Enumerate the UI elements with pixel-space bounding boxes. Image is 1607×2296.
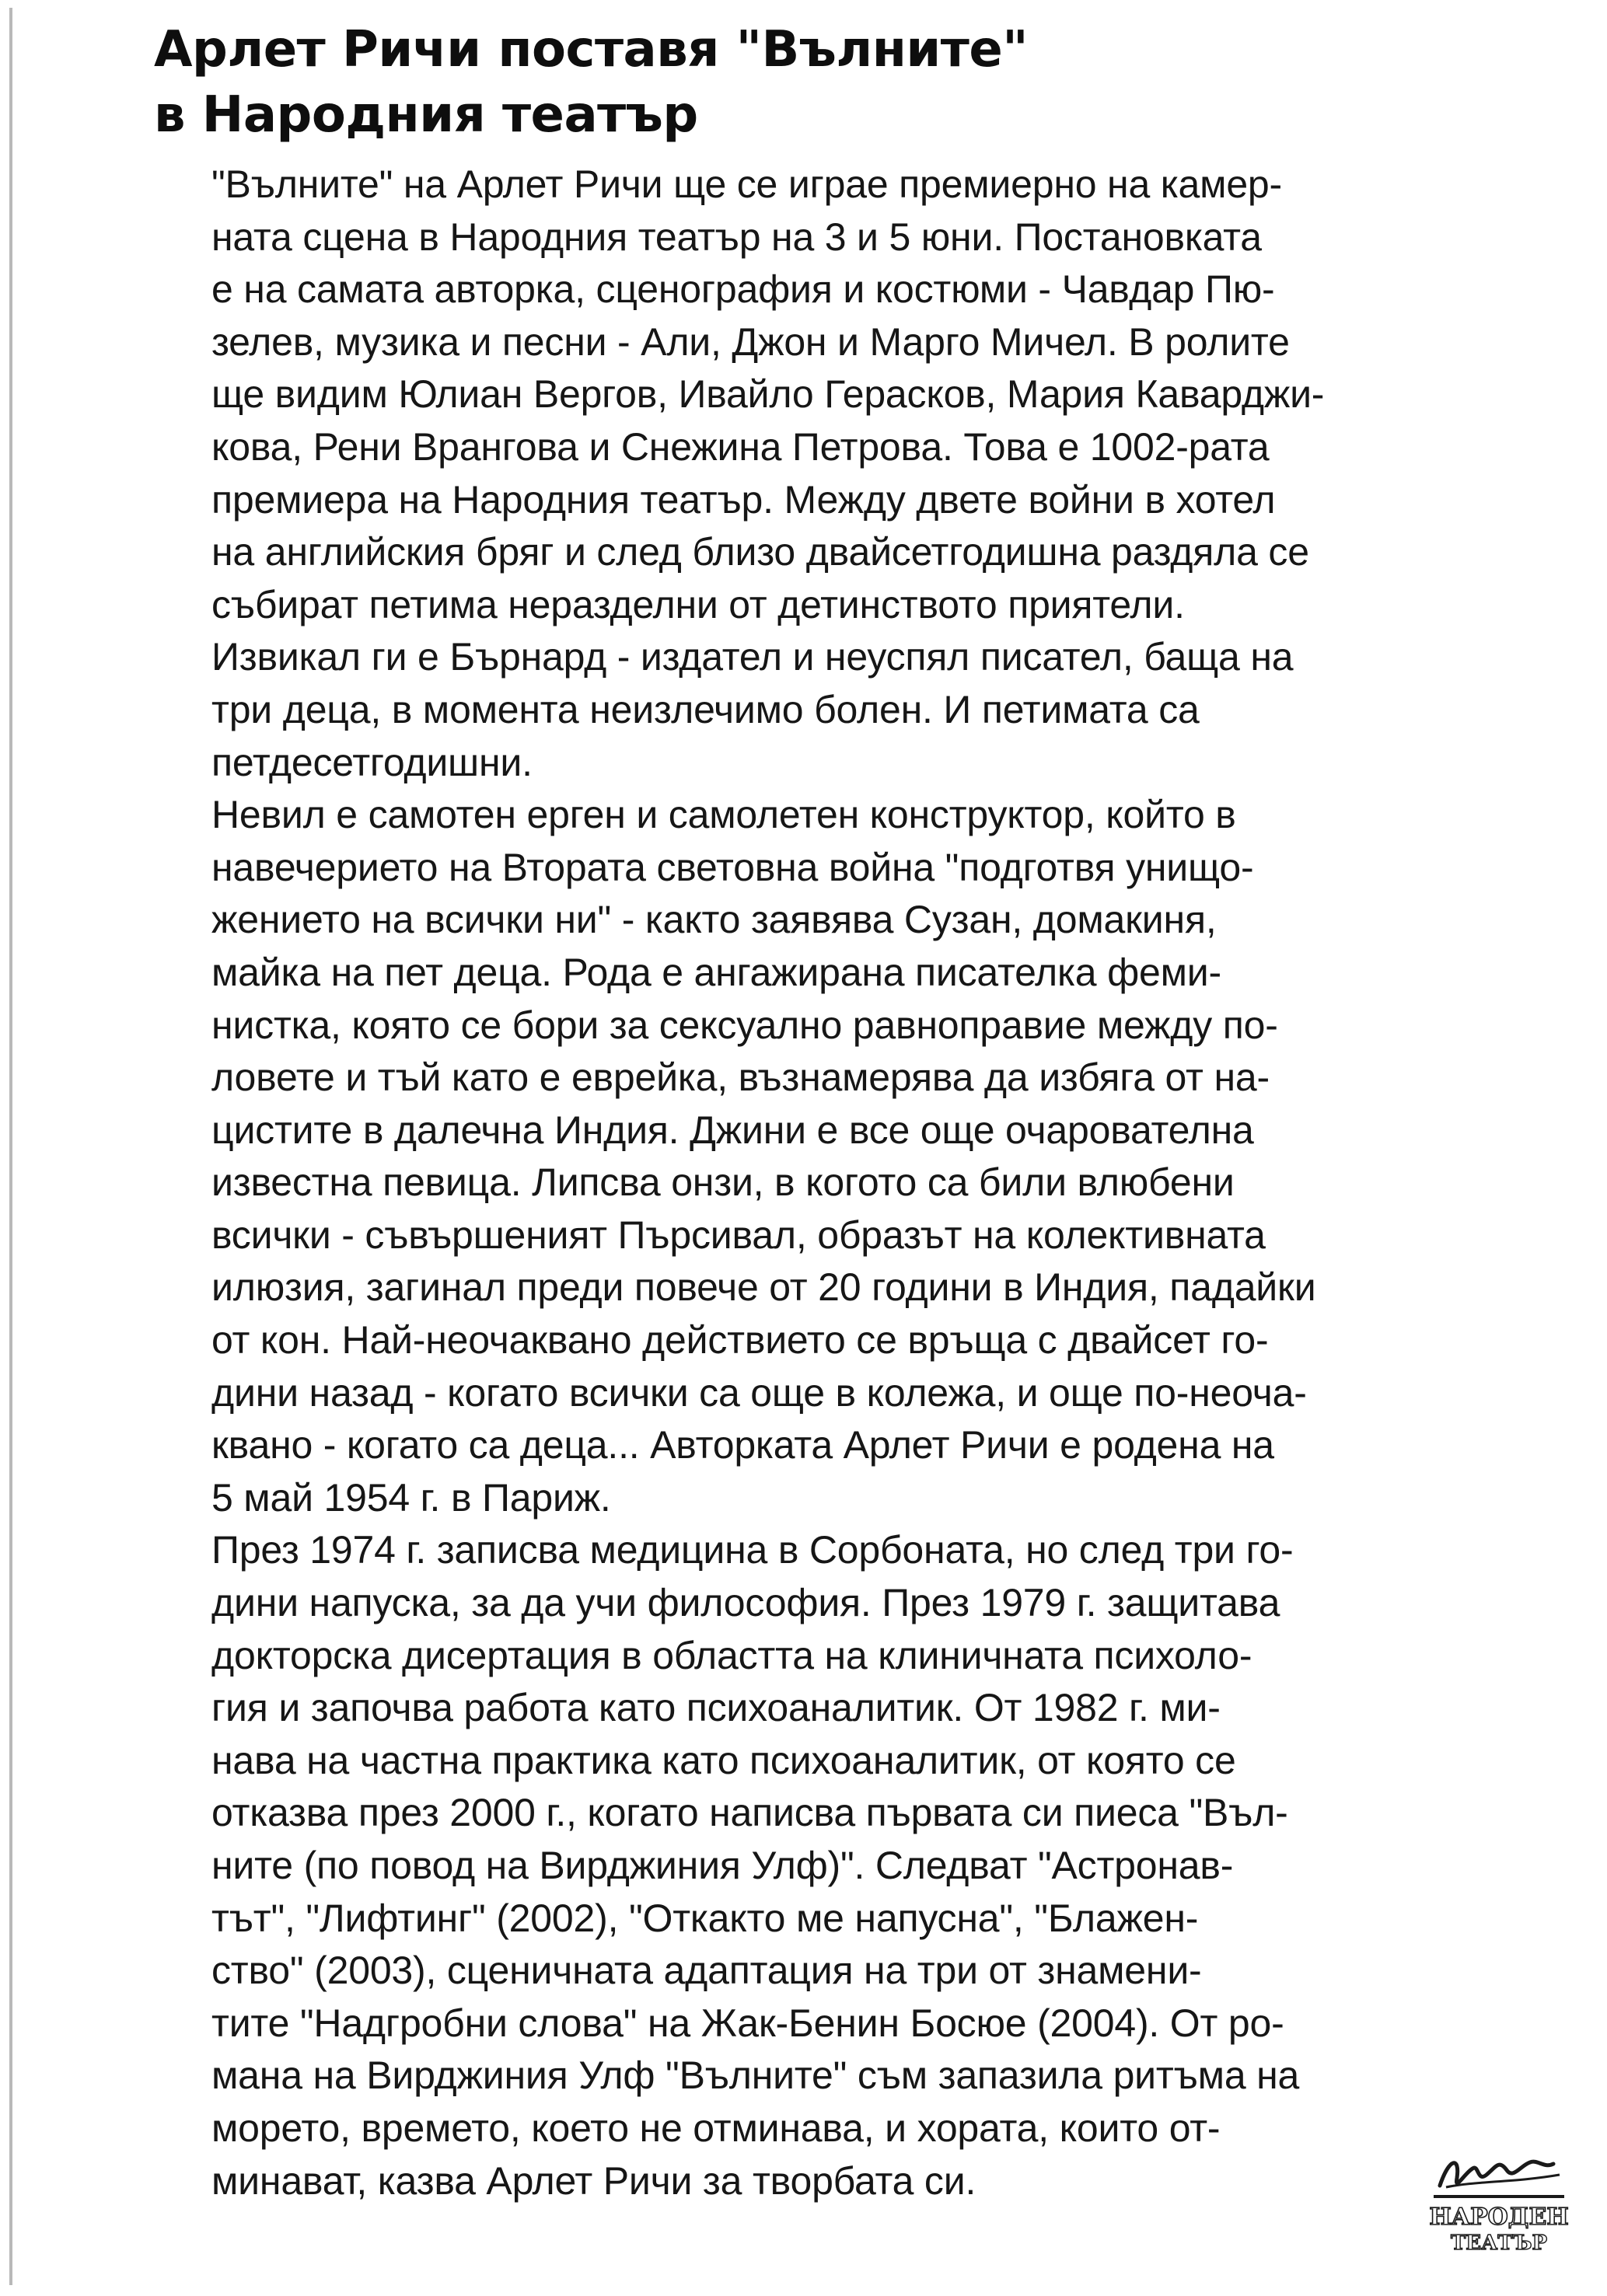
article-line: кова, Рени Врангова и Снежина Петрова. Това е 1002-рата (211, 424, 1270, 469)
article-body (211, 159, 1424, 2207)
logo-line-2: ТЕАТЪР (1450, 2231, 1548, 2255)
headline-line: в Народния театър (154, 86, 698, 144)
article-paragraph (211, 159, 1424, 789)
article-line: тът", "Лифтинг" (2002), "Откакто ме напусна", "Блажен- (211, 1896, 1199, 1940)
article-line: морето, времето, което не отминава, и хората, които от- (211, 2106, 1221, 2150)
article-line: събират петима неразделни от детинството приятели. (211, 582, 1185, 626)
article-line: дини назад - когато всички са още в колежа, и още по-неоча- (211, 1370, 1307, 1415)
article-line: ство" (2003), сценичната адаптация на три от знамени- (211, 1949, 1202, 1993)
signature-icon (1429, 2151, 1569, 2260)
article-line: ще видим Юлиан Вергов, Ивайло Герасков, Мария Каварджи- (211, 372, 1325, 417)
article-line: 5 май 1954 г. в Париж. (211, 1475, 611, 1520)
article-line: гия и започва работа като психоаналитик. От 1982 г. ми- (211, 1686, 1221, 1730)
page-edge-rule (9, 8, 12, 2285)
article-line: ловете и тъй като е еврейка, възнамерява да избяга от на- (211, 1056, 1270, 1100)
article-line: известна певица. Липсва онзи, в когото са били влюбени (211, 1160, 1235, 1205)
article-line: тите "Надгробни слова" на Жак-Бенин Босюе (2004). От ро- (211, 2001, 1284, 2045)
article-line: докторска дисертация в областта на клиничната психоло- (211, 1633, 1252, 1677)
article-line: премиера на Народния театър. Между двете войни в хотел (211, 477, 1276, 522)
article-headline (154, 17, 1320, 148)
article-line: През 1974 г. записва медицина в Сорбоната, но след три го- (211, 1528, 1294, 1572)
article-line: нистка, която се бори за сексуално равноправие между по- (211, 1003, 1278, 1047)
article-line: от кон. Най-неочаквано действието се връща с двайсет го- (211, 1318, 1269, 1363)
article-line: на английския бряг и след близо двайсетгодишна раздяла се (211, 530, 1309, 574)
article-line: илюзия, загинал преди повече от 20 години в Индия, падайки (211, 1265, 1316, 1310)
article-line: жението на всички ни" - както заявява Сузан, домакиня, (211, 898, 1217, 942)
article-paragraph (211, 1524, 1424, 2207)
article-line: е на самата авторка, сценография и костюми - Чавдар Пю- (211, 267, 1275, 312)
article-line: петдесетгодишни. (211, 740, 533, 784)
article-line: "Вълните" на Арлет Ричи ще се играе премиерно на камер- (211, 162, 1282, 206)
article-line: дини напуска, за да учи философия. През 1979 г. защитава (211, 1581, 1280, 1625)
article-line: Невил е самотен ерген и самолетен конструктор, който в (211, 793, 1236, 837)
article-line: навечерието на Втората световна война "подготвя унищо- (211, 845, 1254, 889)
article-line: всички - съвършеният Пърсивал, образът на колективната (211, 1213, 1266, 1257)
article-line: зелев, музика и песни - Али, Джон и Марго Мичел. В ролите (211, 319, 1290, 364)
article-line: отказва през 2000 г., когато написва първата си пиеса "Въл- (211, 1791, 1288, 1835)
article-paragraph (211, 789, 1424, 1524)
logo-line-1: НАРОДЕН (1429, 2204, 1569, 2231)
article-line: три деца, в момента неизлечимо болен. И петимата са (211, 687, 1200, 731)
headline-line: Арлет Ричи поставя "Вълните" (154, 21, 1029, 79)
national-theatre-logo (1429, 2151, 1569, 2260)
article-line: мана на Вирджиния Улф "Вълните" съм запазила ритъма на (211, 2053, 1300, 2098)
article-line: цистите в далечна Индия. Джини е все още очарователна (211, 1108, 1254, 1152)
article-line: Извикал ги е Бърнард - издател и неуспял писател, баща на (211, 635, 1294, 679)
article-line: квано - когато са деца... Авторката Арлет Ричи е родена на (211, 1423, 1274, 1467)
article-line: минават, казва Арлет Ричи за творбата си. (211, 2158, 976, 2203)
article-line: майка на пет деца. Рода е ангажирана писателка феми- (211, 950, 1221, 994)
article-line: ните (по повод на Вирджиния Улф)". Следват "Астронав- (211, 1844, 1234, 1887)
article-line: нава на частна практика като психоаналитик, от която се (211, 1738, 1236, 1782)
article-line: ната сцена в Народния театър на 3 и 5 юни. Постановката (211, 215, 1262, 259)
